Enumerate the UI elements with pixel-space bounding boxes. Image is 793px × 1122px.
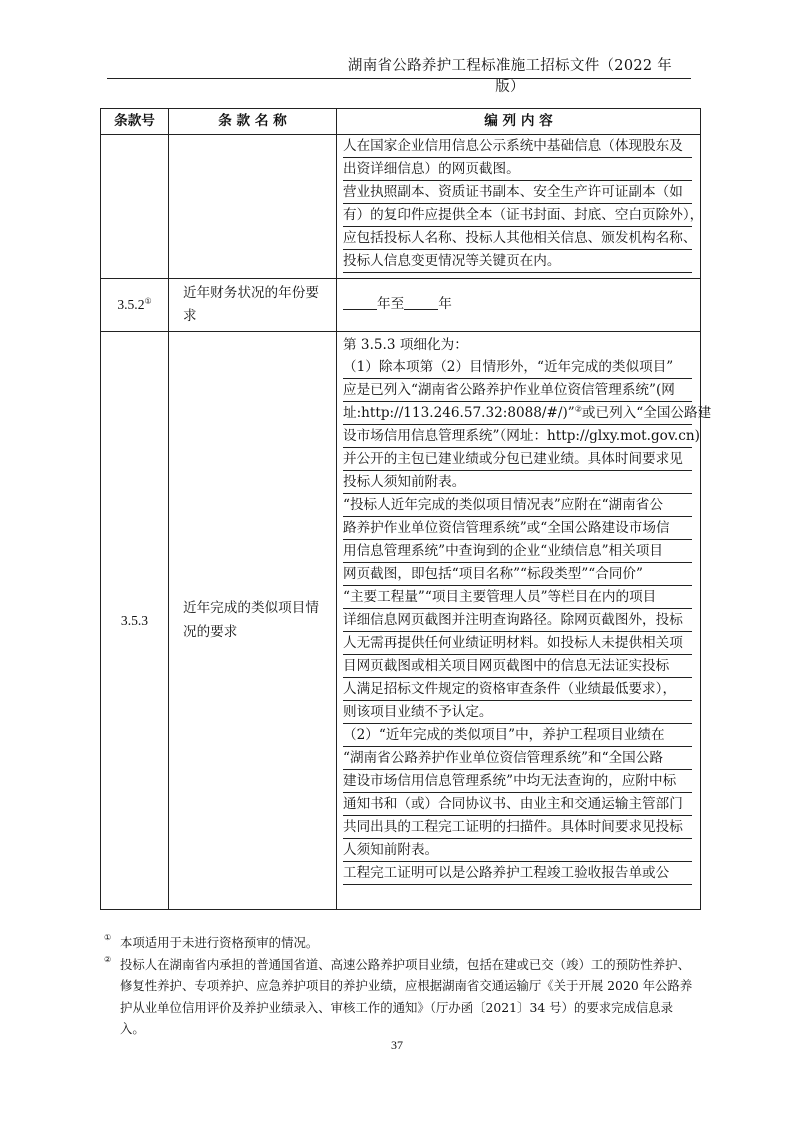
- content-line: 人无需再提供任何业绩证明材料。如投标人未提供相关项: [343, 632, 692, 655]
- footnote-text: 投标人在湖南省内承担的普通国省道、高速公路养护项目业绩，包括在建或已交（竣）工的预防性养护、修复性养护、专项养护、应急养护项目的养护业绩，应根据湖南省交通运输厅《关于开展 2020 年公路养护从业单位信用评价及养护业绩录入、审核工作的通知》（厅办函〔2021〕34 号）的要求完成信息录入。: [120, 956, 693, 1036]
- clause-no-cell: [101, 279, 169, 332]
- content-line: 人须知前附表。: [343, 839, 692, 862]
- content-line: （1）除本项第（2）目情形外，“近年完成的类似项目”: [343, 356, 692, 379]
- col-header-clause-name: 条 款 名 称: [169, 109, 337, 135]
- document-header-title: 湖南省公路养护工程标准施工招标文件（2022 年版）: [347, 58, 673, 95]
- footnotes: [104, 932, 694, 1040]
- content-intro: 第 3.5.3 项细化为：: [343, 337, 468, 353]
- year-to-label: 年: [438, 296, 452, 313]
- content-cell: [337, 279, 701, 332]
- content-line: 投标人须知前附表。: [343, 471, 692, 494]
- clause-number: 3.5.2: [117, 297, 145, 313]
- content-line: “湖南省公路养护作业单位资信管理系统”和“全国公路: [343, 747, 692, 770]
- footnote: [104, 932, 694, 954]
- col-header-clause-no: 条款号: [101, 109, 169, 135]
- content-line: 则该项目业绩不予认定。: [343, 701, 692, 724]
- footnote-mark: ①: [104, 933, 112, 942]
- table-row: [101, 332, 701, 910]
- table-row: [101, 279, 701, 332]
- content-line: 设市场信用信息管理系统”（网址：http://glxy.mot.gov.cn): [343, 425, 692, 448]
- content-line: 共同出具的工程完工证明的扫描件。具体时间要求见投标: [343, 816, 692, 839]
- table-header-row: [101, 109, 701, 135]
- content-line: “投标人近年完成的类似项目情况表”应附在“湖南省公: [343, 494, 692, 517]
- content-line: 目网页截图或相关项目网页截图中的信息无法证实投标: [343, 655, 692, 678]
- content-cell: [337, 135, 704, 279]
- footnote-text: 本项适用于未进行资格预审的情况。: [120, 935, 319, 950]
- fill-blank: [404, 295, 438, 310]
- content-line: 路养护作业单位资信管理系统”或“全国公路建设市场信: [343, 517, 692, 540]
- content-line: 有）的复印件应提供全本（证书封面、封底、空白页除外），: [343, 204, 692, 227]
- clause-name-cell: [169, 135, 337, 279]
- content-line: 并公开的主包已建业绩或分包已建业绩。具体时间要求见: [343, 448, 692, 471]
- clause-name-cell: 近年财务状况的年份要求: [169, 279, 337, 332]
- content-line: 详细信息网页截图并注明查询路径。除网页截图外，投标: [343, 609, 692, 632]
- content-line: 建设市场信用信息管理系统”中均无法查询的，应附中标: [343, 770, 692, 793]
- content-line: 应是已列入“湖南省公路养护作业单位资信管理系统”(网: [343, 379, 692, 402]
- content-text: 址:http://113.246.57.32:8088/#/)”: [343, 405, 575, 421]
- content-cell: [337, 332, 712, 910]
- clause-no-cell: [101, 135, 169, 279]
- table-row: [101, 135, 701, 279]
- content-line: 应包括投标人名称、投标人其他相关信息、颁发机构名称、: [343, 227, 692, 250]
- content-line: 通知书和（或）合同协议书、由业主和交通运输主管部门: [343, 793, 692, 816]
- content-line: 工程完工证明可以是公路养护工程竣工验收报告单或公: [343, 862, 692, 885]
- year-from-label: 年至: [377, 296, 405, 313]
- content-line: 人在国家企业信用信息公示系统中基础信息（体现股东及: [343, 135, 692, 158]
- header-rule: [107, 78, 691, 79]
- content-line: “主要工程量”“项目主要管理人员”等栏目在内的项目: [343, 586, 692, 609]
- content-line: 投标人信息变更情况等关键页在内。: [343, 250, 692, 273]
- footnote-ref-mark: ②: [574, 404, 582, 414]
- content-line: 出资详细信息）的网页截图。: [343, 158, 692, 181]
- content-text: 或已列入“全国公路建: [581, 405, 712, 421]
- footnote: [104, 954, 694, 1040]
- col-header-content: 编 列 内 容: [337, 109, 701, 135]
- content-line: 人满足招标文件规定的资格审查条件（业绩最低要求），: [343, 678, 692, 701]
- content-line: （2）“近年完成的类似项目”中，养护工程项目业绩在: [343, 724, 692, 747]
- fill-blank: [343, 295, 377, 310]
- content-line: 用信息管理系统”中查询到的企业“业绩信息”相关项目: [343, 540, 692, 563]
- content-line: 营业执照副本、资质证书副本、安全生产许可证副本（如: [343, 181, 692, 204]
- content-line: 网页截图，即包括“项目名称”“标段类型”“合同价”: [343, 563, 692, 586]
- content-line: [343, 402, 712, 425]
- page-number: 37: [391, 1038, 403, 1052]
- clause-no-cell: 3.5.3: [101, 332, 169, 910]
- footnote-ref-mark: ①: [144, 296, 152, 306]
- clause-name-cell: 近年完成的类似项目情况的要求: [169, 332, 337, 910]
- clause-table: [100, 108, 712, 910]
- footnote-mark: ②: [104, 954, 112, 964]
